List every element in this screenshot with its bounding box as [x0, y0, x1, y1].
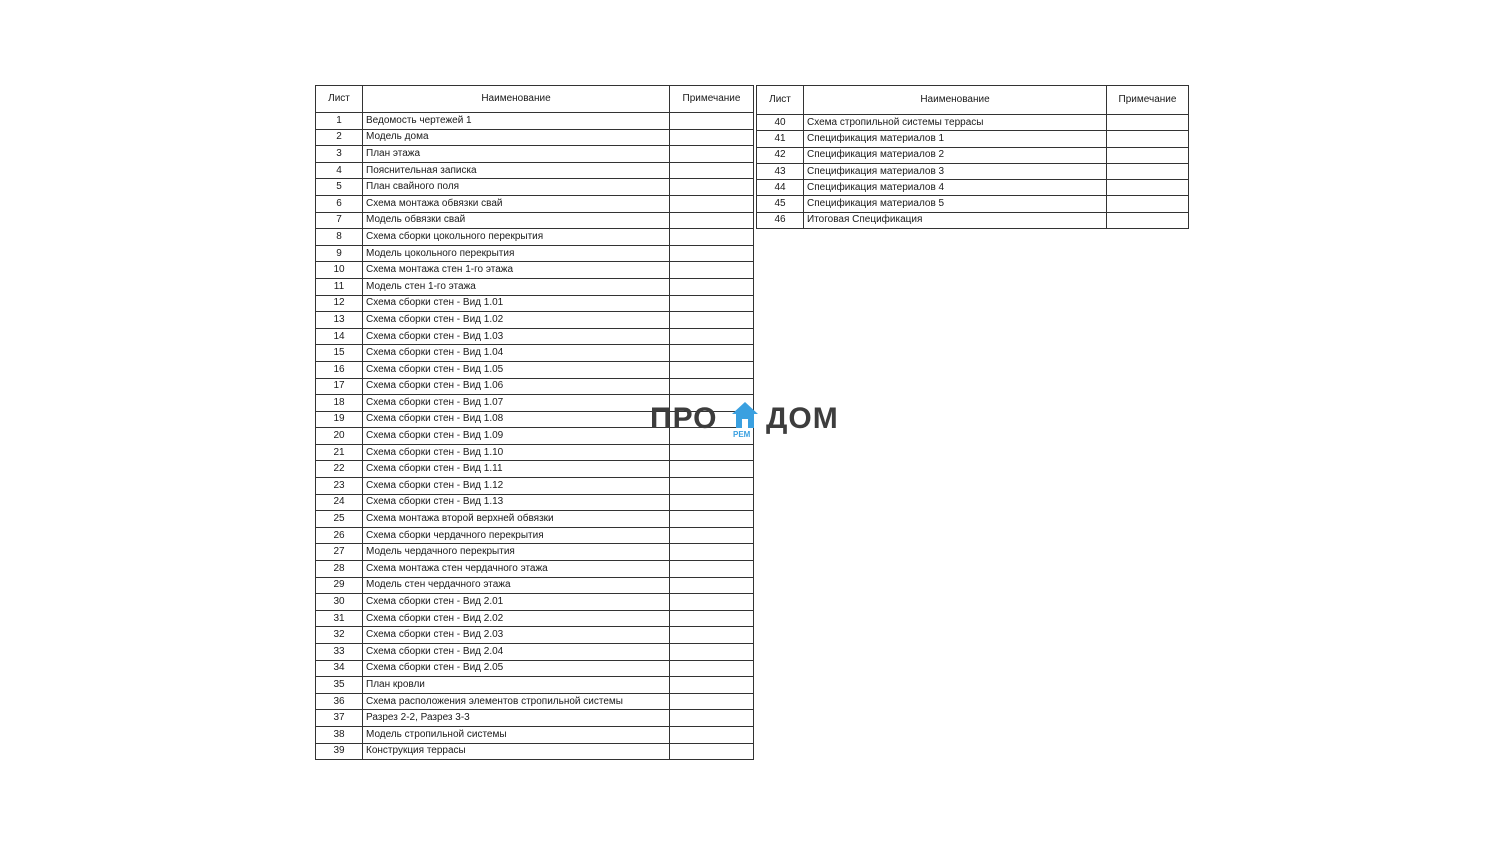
sheet-number: 24	[316, 494, 363, 511]
sheet-number: 7	[316, 212, 363, 229]
table-row	[757, 131, 1189, 147]
sheet-name: Схема сборки стен - Вид 1.05	[363, 361, 670, 378]
sheet-name: Схема монтажа обвязки свай	[363, 195, 670, 212]
sheet-note	[670, 295, 754, 312]
sheet-number: 31	[316, 610, 363, 627]
sheet-name: Схема сборки стен - Вид 1.08	[363, 411, 670, 428]
sheet-note	[670, 312, 754, 329]
logo-text-pro: ПРО	[650, 402, 718, 435]
sheet-name: Схема стропильной системы террасы	[804, 115, 1107, 131]
sheet-name: Схема сборки стен - Вид 1.07	[363, 395, 670, 412]
sheet-name: Схема сборки стен - Вид 1.04	[363, 345, 670, 362]
sheet-name: План этажа	[363, 146, 670, 163]
table-row	[316, 444, 754, 461]
house-icon	[731, 400, 759, 434]
sheet-name: Модель стен чердачного этажа	[363, 577, 670, 594]
table-row	[316, 478, 754, 495]
sheet-note	[670, 361, 754, 378]
sheet-note	[670, 544, 754, 561]
sheet-name: Схема сборки стен - Вид 1.11	[363, 461, 670, 478]
table-row	[316, 295, 754, 312]
table-row	[316, 726, 754, 743]
sheet-name: Схема сборки стен - Вид 1.12	[363, 478, 670, 495]
logo-subtext: РЕМ	[733, 430, 751, 439]
sheet-note	[670, 527, 754, 544]
logo-text-dom: ДОМ	[766, 402, 839, 435]
sheet-number: 43	[757, 163, 804, 179]
sheet-number: 29	[316, 577, 363, 594]
sheet-note	[670, 561, 754, 578]
table-row	[316, 361, 754, 378]
table-row	[316, 527, 754, 544]
table-row	[316, 345, 754, 362]
sheet-number: 32	[316, 627, 363, 644]
sheet-number: 1	[316, 113, 363, 130]
sheet-note	[1107, 147, 1189, 163]
table-row	[316, 627, 754, 644]
table-row	[316, 212, 754, 229]
sheet-number: 45	[757, 196, 804, 212]
header-name: Наименование	[804, 86, 1107, 115]
sheet-note	[670, 229, 754, 246]
sheet-name: Схема сборки чердачного перекрытия	[363, 527, 670, 544]
sheet-name: Модель стропильной системы	[363, 726, 670, 743]
sheet-number: 19	[316, 411, 363, 428]
sheet-number: 5	[316, 179, 363, 196]
table-row	[757, 212, 1189, 228]
sheet-number: 14	[316, 328, 363, 345]
sheet-note	[670, 644, 754, 661]
sheet-note	[670, 328, 754, 345]
sheet-note	[670, 710, 754, 727]
sheet-number: 35	[316, 677, 363, 694]
sheet-name: Спецификация материалов 4	[804, 180, 1107, 196]
sheet-name: Схема сборки стен - Вид 1.03	[363, 328, 670, 345]
table-row	[757, 115, 1189, 131]
sheet-note	[1107, 180, 1189, 196]
sheet-number: 9	[316, 245, 363, 262]
sheet-name: Схема сборки стен - Вид 1.02	[363, 312, 670, 329]
table-row	[316, 610, 754, 627]
header-note: Примечание	[1107, 86, 1189, 115]
sheet-number: 13	[316, 312, 363, 329]
sheet-name: Модель обвязки свай	[363, 212, 670, 229]
sheet-note	[1107, 212, 1189, 228]
table-row	[316, 378, 754, 395]
sheet-note	[670, 743, 754, 760]
table-row	[316, 195, 754, 212]
sheet-name: Схема сборки стен - Вид 1.06	[363, 378, 670, 395]
sheet-name: Схема сборки стен - Вид 1.13	[363, 494, 670, 511]
sheet-name: Разрез 2-2, Разрез 3-3	[363, 710, 670, 727]
sheet-note	[670, 444, 754, 461]
sheet-note	[670, 278, 754, 295]
table-row	[757, 180, 1189, 196]
sheet-name: Конструкция террасы	[363, 743, 670, 760]
sheet-name: Схема монтажа стен чердачного этажа	[363, 561, 670, 578]
sheet-note	[1107, 163, 1189, 179]
sheet-note	[670, 577, 754, 594]
table-row	[316, 710, 754, 727]
table-row	[316, 644, 754, 661]
sheet-number: 10	[316, 262, 363, 279]
sheet-note	[1107, 131, 1189, 147]
table-row	[316, 278, 754, 295]
sheet-note	[670, 693, 754, 710]
table-row	[316, 262, 754, 279]
watermark-logo	[650, 402, 839, 439]
sheet-note	[670, 146, 754, 163]
sheet-number: 23	[316, 478, 363, 495]
sheet-number: 41	[757, 131, 804, 147]
sheet-name: Итоговая Спецификация	[804, 212, 1107, 228]
sheet-note	[670, 610, 754, 627]
table-row	[316, 544, 754, 561]
sheet-note	[670, 478, 754, 495]
sheet-note	[670, 179, 754, 196]
sheet-note	[670, 162, 754, 179]
table-row	[316, 677, 754, 694]
sheet-name: Схема сборки стен - Вид 2.04	[363, 644, 670, 661]
table-row	[316, 743, 754, 760]
sheet-number: 6	[316, 195, 363, 212]
table-row	[757, 147, 1189, 163]
sheet-number: 28	[316, 561, 363, 578]
table-row	[316, 494, 754, 511]
sheet-number: 46	[757, 212, 804, 228]
sheet-name: Модель чердачного перекрытия	[363, 544, 670, 561]
table-row	[316, 594, 754, 611]
sheet-name: Схема расположения элементов стропильной системы	[363, 693, 670, 710]
sheet-note	[1107, 196, 1189, 212]
sheet-note	[670, 511, 754, 528]
sheet-name: Схема сборки стен - Вид 2.03	[363, 627, 670, 644]
sheet-number: 25	[316, 511, 363, 528]
sheet-name: Схема монтажа второй верхней обвязки	[363, 511, 670, 528]
sheet-name: Схема сборки цокольного перекрытия	[363, 229, 670, 246]
sheet-name: Схема сборки стен - Вид 2.02	[363, 610, 670, 627]
sheet-name: Ведомость чертежей 1	[363, 113, 670, 130]
sheet-number: 4	[316, 162, 363, 179]
sheet-number: 2	[316, 129, 363, 146]
sheet-name: Модель стен 1-го этажа	[363, 278, 670, 295]
sheet-note	[670, 345, 754, 362]
sheet-number: 16	[316, 361, 363, 378]
sheet-list-table-right	[756, 85, 1189, 229]
sheet-number: 26	[316, 527, 363, 544]
table-row	[316, 229, 754, 246]
sheet-note	[670, 262, 754, 279]
sheet-name: Схема сборки стен - Вид 1.09	[363, 428, 670, 445]
table-row	[316, 461, 754, 478]
sheet-number: 27	[316, 544, 363, 561]
sheet-number: 17	[316, 378, 363, 395]
sheet-note	[670, 677, 754, 694]
sheet-number: 38	[316, 726, 363, 743]
sheet-name: Спецификация материалов 2	[804, 147, 1107, 163]
table-row	[757, 196, 1189, 212]
sheet-number: 36	[316, 693, 363, 710]
table-row	[316, 693, 754, 710]
sheet-note	[670, 129, 754, 146]
table-row	[316, 146, 754, 163]
sheet-note	[1107, 115, 1189, 131]
sheet-name: Пояснительная записка	[363, 162, 670, 179]
sheet-number: 3	[316, 146, 363, 163]
table-row	[316, 179, 754, 196]
sheet-number: 42	[757, 147, 804, 163]
sheet-name: Схема сборки стен - Вид 2.01	[363, 594, 670, 611]
sheet-number: 8	[316, 229, 363, 246]
sheet-number: 21	[316, 444, 363, 461]
sheet-note	[670, 113, 754, 130]
sheet-name: Спецификация материалов 3	[804, 163, 1107, 179]
table-row	[316, 245, 754, 262]
sheet-name: Спецификация материалов 1	[804, 131, 1107, 147]
sheet-number: 15	[316, 345, 363, 362]
header-note: Примечание	[670, 86, 754, 113]
sheet-note	[670, 245, 754, 262]
table-row	[757, 163, 1189, 179]
sheet-note	[670, 212, 754, 229]
header-sheet: Лист	[757, 86, 804, 115]
table-row	[316, 561, 754, 578]
sheet-number: 39	[316, 743, 363, 760]
table-row	[316, 660, 754, 677]
sheet-name: Модель цокольного перекрытия	[363, 245, 670, 262]
sheet-note	[670, 594, 754, 611]
header-sheet: Лист	[316, 86, 363, 113]
sheet-name: Спецификация материалов 5	[804, 196, 1107, 212]
table-row	[316, 162, 754, 179]
sheet-number: 33	[316, 644, 363, 661]
sheet-number: 11	[316, 278, 363, 295]
sheet-number: 12	[316, 295, 363, 312]
sheet-number: 37	[316, 710, 363, 727]
table-row	[316, 511, 754, 528]
sheet-name: Модель дома	[363, 129, 670, 146]
sheet-number: 22	[316, 461, 363, 478]
sheet-number: 34	[316, 660, 363, 677]
sheet-note	[670, 660, 754, 677]
sheet-note	[670, 494, 754, 511]
sheet-note	[670, 378, 754, 395]
table-row	[316, 328, 754, 345]
sheet-number: 40	[757, 115, 804, 131]
sheet-number: 44	[757, 180, 804, 196]
sheet-note	[670, 461, 754, 478]
table-row	[316, 129, 754, 146]
sheet-note	[670, 195, 754, 212]
table-row	[316, 312, 754, 329]
sheet-name: Схема сборки стен - Вид 1.10	[363, 444, 670, 461]
sheet-number: 20	[316, 428, 363, 445]
table-row	[316, 113, 754, 130]
header-name: Наименование	[363, 86, 670, 113]
sheet-name: Схема монтажа стен 1-го этажа	[363, 262, 670, 279]
table-row	[316, 577, 754, 594]
sheet-name: План кровли	[363, 677, 670, 694]
sheet-name: Схема сборки стен - Вид 1.01	[363, 295, 670, 312]
sheet-number: 18	[316, 395, 363, 412]
sheet-name: План свайного поля	[363, 179, 670, 196]
sheet-note	[670, 726, 754, 743]
sheet-name: Схема сборки стен - Вид 2.05	[363, 660, 670, 677]
sheet-number: 30	[316, 594, 363, 611]
sheet-note	[670, 627, 754, 644]
